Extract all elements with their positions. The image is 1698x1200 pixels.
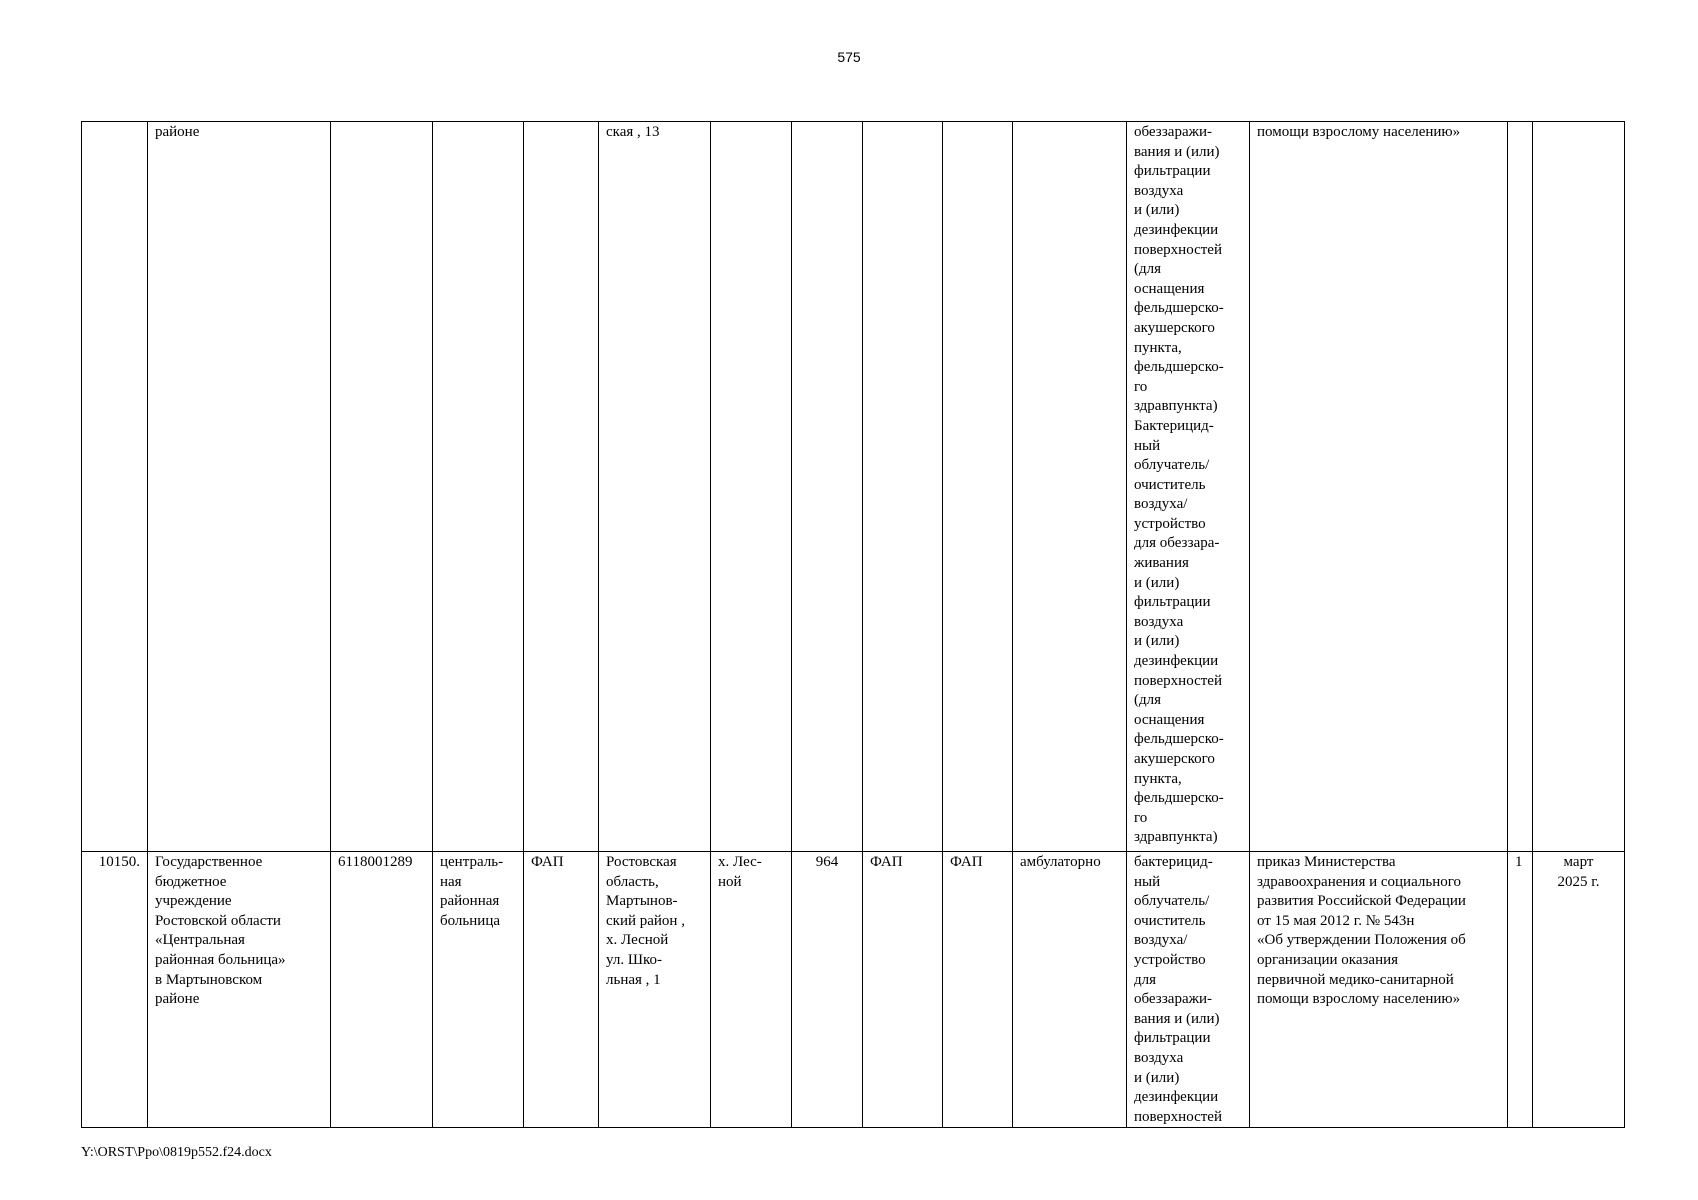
cell-number: 10150.: [82, 852, 148, 1128]
cell-care-condition: амбулаторно: [1013, 852, 1127, 1128]
cell-address: Ростовская область, Мартынов- ский район , х. Лесной ул. Шко- льная , 1: [599, 852, 711, 1128]
cell-date: март 2025 г.: [1533, 852, 1625, 1128]
footer-file-path: Y:\ORST\Ppo\0819p552.f24.docx: [81, 1145, 272, 1160]
table-row: [82, 122, 1625, 852]
cell-care-condition: [1013, 122, 1127, 852]
cell-institution: районе: [148, 122, 331, 852]
cell-org-type: централь- ная районная больница: [433, 852, 524, 1128]
cell-address: ская , 13: [599, 122, 711, 852]
cell-equipment: бактерицид- ный облучатель/ очиститель воздуха/ устройство для обеззаражи- вания и (или) фильтрации воздуха и (или) дезинфекции поверхностей: [1127, 852, 1250, 1128]
cell-inn: [331, 122, 433, 852]
page-number: 575: [837, 49, 861, 65]
cell-facility-kind: [943, 122, 1013, 852]
cell-number: [82, 122, 148, 852]
cell-settlement: х. Лес- ной: [711, 852, 792, 1128]
cell-date: [1533, 122, 1625, 852]
cell-facility-type: ФАП: [863, 852, 943, 1128]
cell-settlement: [711, 122, 792, 852]
cell-population: [792, 122, 863, 852]
data-table: [81, 121, 1625, 1128]
cell-facility-type: [863, 122, 943, 852]
cell-legal-basis: помощи взрослому населению»: [1250, 122, 1508, 852]
cell-legal-basis: приказ Министерства здравоохранения и социального развития Российской Федерации от 15 мая 2012 г. № 543н «Об утверждении Положения об организации оказания первичной медико-санитарной помощи взрослому населению»: [1250, 852, 1508, 1128]
cell-population: 964: [792, 852, 863, 1128]
cell-unit-type: ФАП: [524, 852, 599, 1128]
cell-quantity: [1508, 122, 1533, 852]
cell-inn: 6118001289: [331, 852, 433, 1128]
cell-institution: Государственное бюджетное учреждение Ростовской области «Центральная районная больница» в Мартыновском районе: [148, 852, 331, 1128]
cell-org-type: [433, 122, 524, 852]
cell-equipment: обеззаражи- вания и (или) фильтрации воздуха и (или) дезинфекции поверхностей (для оснащения фельдшерско- акушерского пункта, фельдшерско- го здравпункта) Бактерицид- ный облучатель/ очиститель воздуха/ устройство для обеззара- живания и (или) фильтрации воздуха и (или) дезинфекции поверхностей (для оснащения фельдшерско- акушерского пункта, фельдшерско- го здравпункта): [1127, 122, 1250, 852]
table-row: [82, 852, 1625, 1128]
cell-facility-kind: ФАП: [943, 852, 1013, 1128]
cell-quantity: 1: [1508, 852, 1533, 1128]
cell-unit-type: [524, 122, 599, 852]
